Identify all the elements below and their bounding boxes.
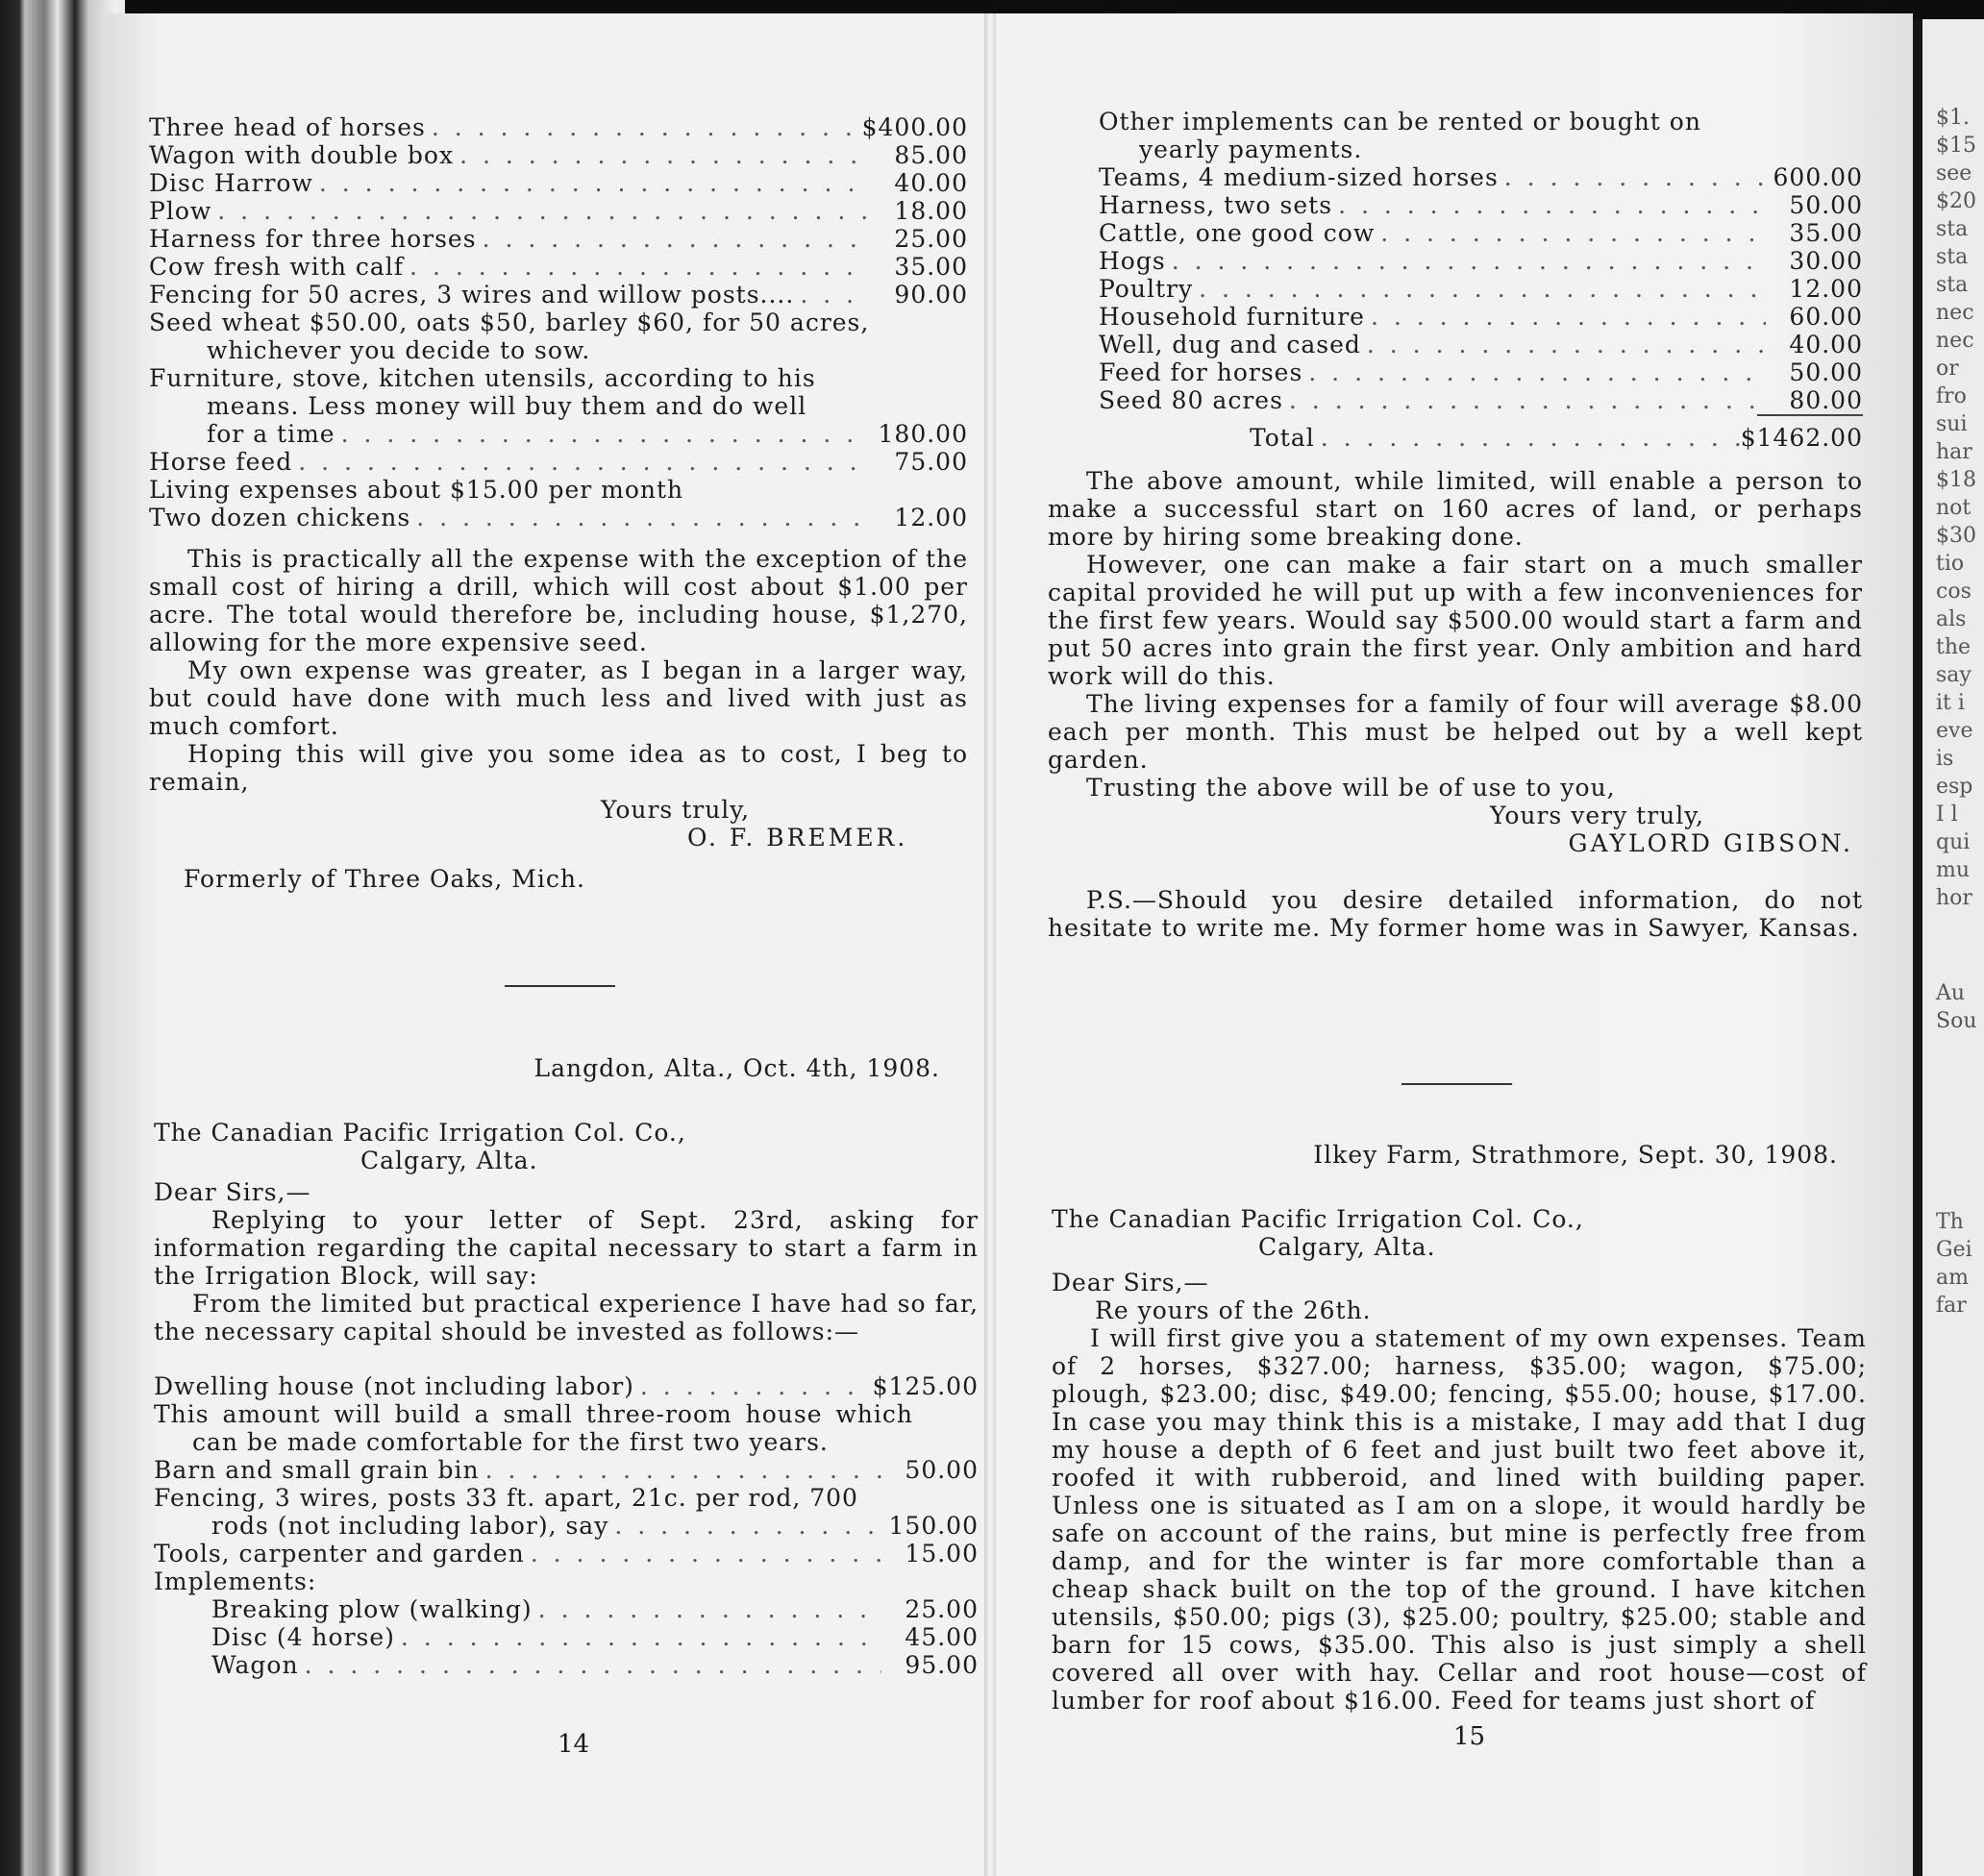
expense-amount: 35.00 [894,253,968,281]
furniture-label: for a time [207,420,335,448]
expense-amount: 30.00 [1789,247,1863,275]
furniture-entry [149,364,968,448]
langdon-paragraph-2: From the limited but practical experience I have had so far, the necessary capital should be invested as follows:— [154,1290,979,1345]
expense-amount: 18.00 [894,197,968,225]
page-number-15: 15 [1453,1722,1486,1751]
expense-amount: 60.00 [1789,303,1863,331]
other-implements-line-1: Other implements can be rented or bought on [1099,108,1701,136]
right-bottom-column [1052,1141,1867,1715]
expense-amount: 50.00 [905,1456,979,1484]
expense-label: Plow [149,197,212,225]
edge-text-fragment: cos [1936,580,1972,604]
edge-text-fragment: $18 [1936,468,1976,492]
total-label: Total [1250,424,1315,452]
dwelling-amount: $125.00 [872,1372,979,1400]
expense-amount: 25.00 [894,225,968,253]
expense-row [149,113,968,141]
edge-text-fragment: see [1936,161,1972,185]
dwelling-note: This amount will build a small three-room house which can be made comfortable for the first two years. [154,1400,913,1456]
expense-amount: 45.00 [905,1623,979,1651]
expense-label: Household furniture [1099,303,1365,331]
edge-text-fragment: $20 [1936,189,1976,213]
edge-text-block-1 [1922,104,1984,912]
edge-text-fragment: $15 [1936,134,1976,158]
chickens-row [149,504,968,531]
expense-amount: 90.00 [894,281,968,309]
bremer-paragraph-1: This is practically all the expense with the exception of the small cost of hiring a drill, which will cost about $1.00 per acre. The total would therefore be, including house, $1,270, allowing for the more expensive seed. [149,545,968,656]
edge-text-fragment: tio [1936,552,1965,576]
next-page-edge [1913,19,1984,1876]
left-top-column [149,113,968,893]
ilkey-dateline: Ilkey Farm, Strathmore, Sept. 30, 1908. [1313,1141,1838,1169]
bremer-signature: O. F. BREMER. [687,824,908,852]
expense-label: Disc (4 horse) [211,1623,395,1651]
edge-text-fragment: I l [1936,802,1958,827]
langdon-addressee-2: Calgary, Alta. [360,1147,538,1174]
edge-text-fragment: als [1936,607,1967,631]
langdon-dateline: Langdon, Alta., Oct. 4th, 1908. [533,1054,940,1082]
ilkey-re-line: Re yours of the 26th. [1095,1296,1372,1324]
seed-line-2: whichever you decide to sow. [207,336,591,364]
edge-text-fragment: Sou [1936,1009,1977,1033]
fencing-entry [154,1484,979,1540]
langdon-salutation: Dear Sirs,— [154,1178,311,1206]
langdon-addressee-1: The Canadian Pacific Irrigation Col. Co., [154,1119,686,1147]
edge-text-fragment: Th [1936,1210,1964,1234]
seed-entry [149,309,968,364]
expense-amount: 600.00 [1773,163,1863,191]
expense-label: Barn and small grain bin [154,1456,480,1484]
chickens-amount: 12.00 [894,504,968,531]
page-number-14: 14 [558,1730,590,1759]
expense-row [149,169,968,197]
expense-row [1099,247,1863,275]
fencing-amount: 150.00 [888,1512,979,1540]
gibson-expense-list [1048,163,1863,414]
gibson-closing: Yours very truly, [1490,802,1704,829]
expense-label: Fencing for 50 acres, 3 wires and willow posts.... [149,281,795,309]
expense-row [1099,163,1863,191]
implements-list [154,1595,979,1679]
expense-amount: 85.00 [894,141,968,169]
expense-label: Wagon [211,1651,299,1679]
expense-label: Hogs [1099,247,1166,275]
edge-text-fragment: sui [1936,412,1968,436]
expense-row [211,1651,979,1679]
bremer-formerly: Formerly of Three Oaks, Mich. [184,865,585,893]
expense-label: Poultry [1099,275,1194,303]
edge-text-fragment: Au [1936,981,1966,1005]
edge-text-fragment: say [1936,663,1972,687]
langdon-paragraph-1: Replying to your letter of Sept. 23rd, asking for information regarding the capital necessary to start a farm in the Irrigation Block, will say: [154,1206,979,1290]
edge-text-fragment: Gei [1936,1238,1972,1262]
expense-row [149,253,968,281]
expense-row [1099,219,1863,247]
expense-list-1 [149,113,968,309]
dwelling-label: Dwelling house (not including labor) [154,1372,634,1400]
tools-amount: 15.00 [905,1540,979,1567]
edge-text-fragment: hor [1936,886,1972,910]
book-gutter [984,13,996,1876]
gibson-paragraph-3: The living expenses for a family of four will average $8.00 each per month. This must be helped out by a well kept garden. [1048,690,1863,774]
divider-rule-left [505,985,615,987]
edge-text-fragment: not [1936,496,1972,520]
ilkey-addressee-1: The Canadian Pacific Irrigation Col. Co., [1052,1205,1584,1233]
edge-text-fragment: eve [1936,719,1973,743]
edge-text-fragment: qui [1936,830,1971,854]
expense-list-2 [154,1456,979,1484]
expense-row [1099,191,1863,219]
expense-row [149,197,968,225]
chickens-label: Two dozen chickens [149,504,411,531]
living-expenses: Living expenses about $15.00 per month [149,476,684,504]
expense-label: Harness, two sets [1099,191,1333,219]
gibson-paragraph-4: Trusting the above will be of use to you, [1086,774,1616,802]
expense-label: Disc Harrow [149,169,313,197]
edge-text-fragment: it i [1936,691,1965,715]
fencing-line-1: Fencing, 3 wires, posts 33 ft. apart, 21c. per rod, 700 [154,1484,858,1512]
bremer-closing: Yours truly, [601,796,751,824]
horse-feed-row [149,448,968,476]
expense-label: Wagon with double box [149,141,455,169]
edge-text-fragment: is [1936,747,1954,771]
edge-text-fragment: nec [1936,301,1974,325]
expense-row [149,141,968,169]
furniture-line-2: means. Less money will buy them and do well [207,392,807,420]
edge-text-fragment: fro [1936,384,1967,408]
expense-row [1099,275,1863,303]
furniture-amount: 180.00 [878,420,968,448]
expense-label: Cow fresh with calf [149,253,405,281]
edge-text-fragment: esp [1936,775,1973,799]
total-row [1048,424,1863,452]
expense-amount: 80.00 [1789,386,1863,414]
expense-label: Seed 80 acres [1099,386,1283,414]
edge-text-fragment: or [1936,357,1959,381]
expense-label: Cattle, one good cow [1099,219,1376,247]
expense-row [1099,386,1863,414]
bremer-paragraph-3: Hoping this will give you some idea as to cost, I beg to remain, [149,740,968,796]
edge-text-fragment: mu [1936,858,1971,882]
tools-label: Tools, carpenter and garden [154,1540,525,1567]
seed-line-1: Seed wheat $50.00, oats $50, barley $60, for 50 acres, [149,309,870,336]
expense-amount: 40.00 [1789,331,1863,358]
expense-amount: 25.00 [905,1595,979,1623]
implements-heading: Implements: [154,1567,317,1595]
left-bottom-column [154,1054,979,1679]
right-top-column [1048,108,1863,942]
furniture-line-1: Furniture, stove, kitchen utensils, according to his [149,364,816,392]
expense-row [149,225,968,253]
edge-text-fragment: far [1936,1294,1967,1318]
expense-row [1099,358,1863,386]
expense-label: Teams, 4 medium-sized horses [1099,163,1499,191]
expense-label: Breaking plow (walking) [211,1595,533,1623]
expense-row [1099,303,1863,331]
expense-row [149,281,968,309]
fencing-label: rods (not including labor), say [211,1512,609,1540]
edge-text-block-3 [1922,1208,1984,1320]
bremer-paragraph-2: My own expense was greater, as I began in a larger way, but could have done with much less and lived with just as much comfort. [149,656,968,740]
fencing-line-2 [154,1512,979,1540]
edge-text-fragment: the [1936,635,1972,659]
edge-text-fragment: har [1936,440,1972,464]
edge-text-fragment: $1. [1936,106,1970,130]
edge-text-fragment: nec [1936,329,1974,353]
expense-label: Well, dug and cased [1099,331,1361,358]
horse-feed-amount: 75.00 [894,448,968,476]
expense-row [211,1623,979,1651]
expense-amount: 50.00 [1789,358,1863,386]
gibson-postscript: P.S.—Should you desire detailed information, do not hesitate to write me. My former home was in Sawyer, Kansas. [1048,886,1863,942]
edge-text-fragment: sta [1936,245,1969,269]
furniture-line-3 [149,420,968,448]
dwelling-row [154,1372,979,1400]
ilkey-addressee-2: Calgary, Alta. [1258,1233,1436,1261]
expense-amount: 12.00 [1789,275,1863,303]
expense-amount: 95.00 [905,1651,979,1679]
edge-text-fragment: am [1936,1266,1969,1290]
expense-label: Three head of horses [149,113,426,141]
gibson-signature: GAYLORD GIBSON. [1568,829,1853,857]
expense-label: Feed for horses [1099,358,1303,386]
expense-label: Harness for three horses [149,225,477,253]
expense-row [154,1456,979,1484]
edge-text-block-2 [1922,979,1984,1035]
other-implements-line-2: yearly payments. [1139,136,1363,163]
expense-row [211,1595,979,1623]
total-amount: $1462.00 [1740,424,1863,452]
expense-amount: $400.00 [861,113,968,141]
expense-amount: 40.00 [894,169,968,197]
edge-text-fragment: $30 [1936,524,1976,548]
edge-text-fragment: sta [1936,273,1969,297]
divider-rule-right [1401,1083,1512,1085]
ilkey-salutation: Dear Sirs,— [1052,1269,1209,1296]
horse-feed-label: Horse feed [149,448,293,476]
ilkey-paragraph-1: I will first give you a statement of my own expenses. Team of 2 horses, $327.00; harness, $35.00; wagon, $75.00; plough, $23.00; disc, $49.00; fencing, $55.00; house, $17.00. In case you may think this is a mistake, I may add that I dug my house a depth of 6 feet and just built two feet above it, roofed it with rubberoid, and lined with building paper. Unless one is situated as I am on a slope, it would hardly be safe on account of the rains, but mine is perfectly free from damp, and for the winter is far more comfortable than a cheap shack built on the top of the ground. I have kitchen utensils, $50.00; pigs (3), $25.00; poultry, $25.00; stable and barn for 15 cows, $35.00. This also is just simply a shell covered all over with hay. Cellar and root house—cost of lumber for roof about $16.00. Feed for teams just short of [1052,1324,1867,1715]
total-rule [1757,414,1863,416]
tools-row [154,1540,979,1567]
edge-text-fragment: sta [1936,217,1969,241]
expense-amount: 50.00 [1789,191,1863,219]
gibson-paragraph-1: The above amount, while limited, will enable a person to make a successful start on 160 acres of land, or perhaps more by hiring some breaking done. [1048,467,1863,551]
expense-row [1099,331,1863,358]
gibson-paragraph-2: However, one can make a fair start on a much smaller capital provided he will put up with a few inconveniences for the first few years. Would say $500.00 would start a farm and put 50 acres into grain the first year. Only ambition and hard work will do this. [1048,551,1863,690]
expense-amount: 35.00 [1789,219,1863,247]
